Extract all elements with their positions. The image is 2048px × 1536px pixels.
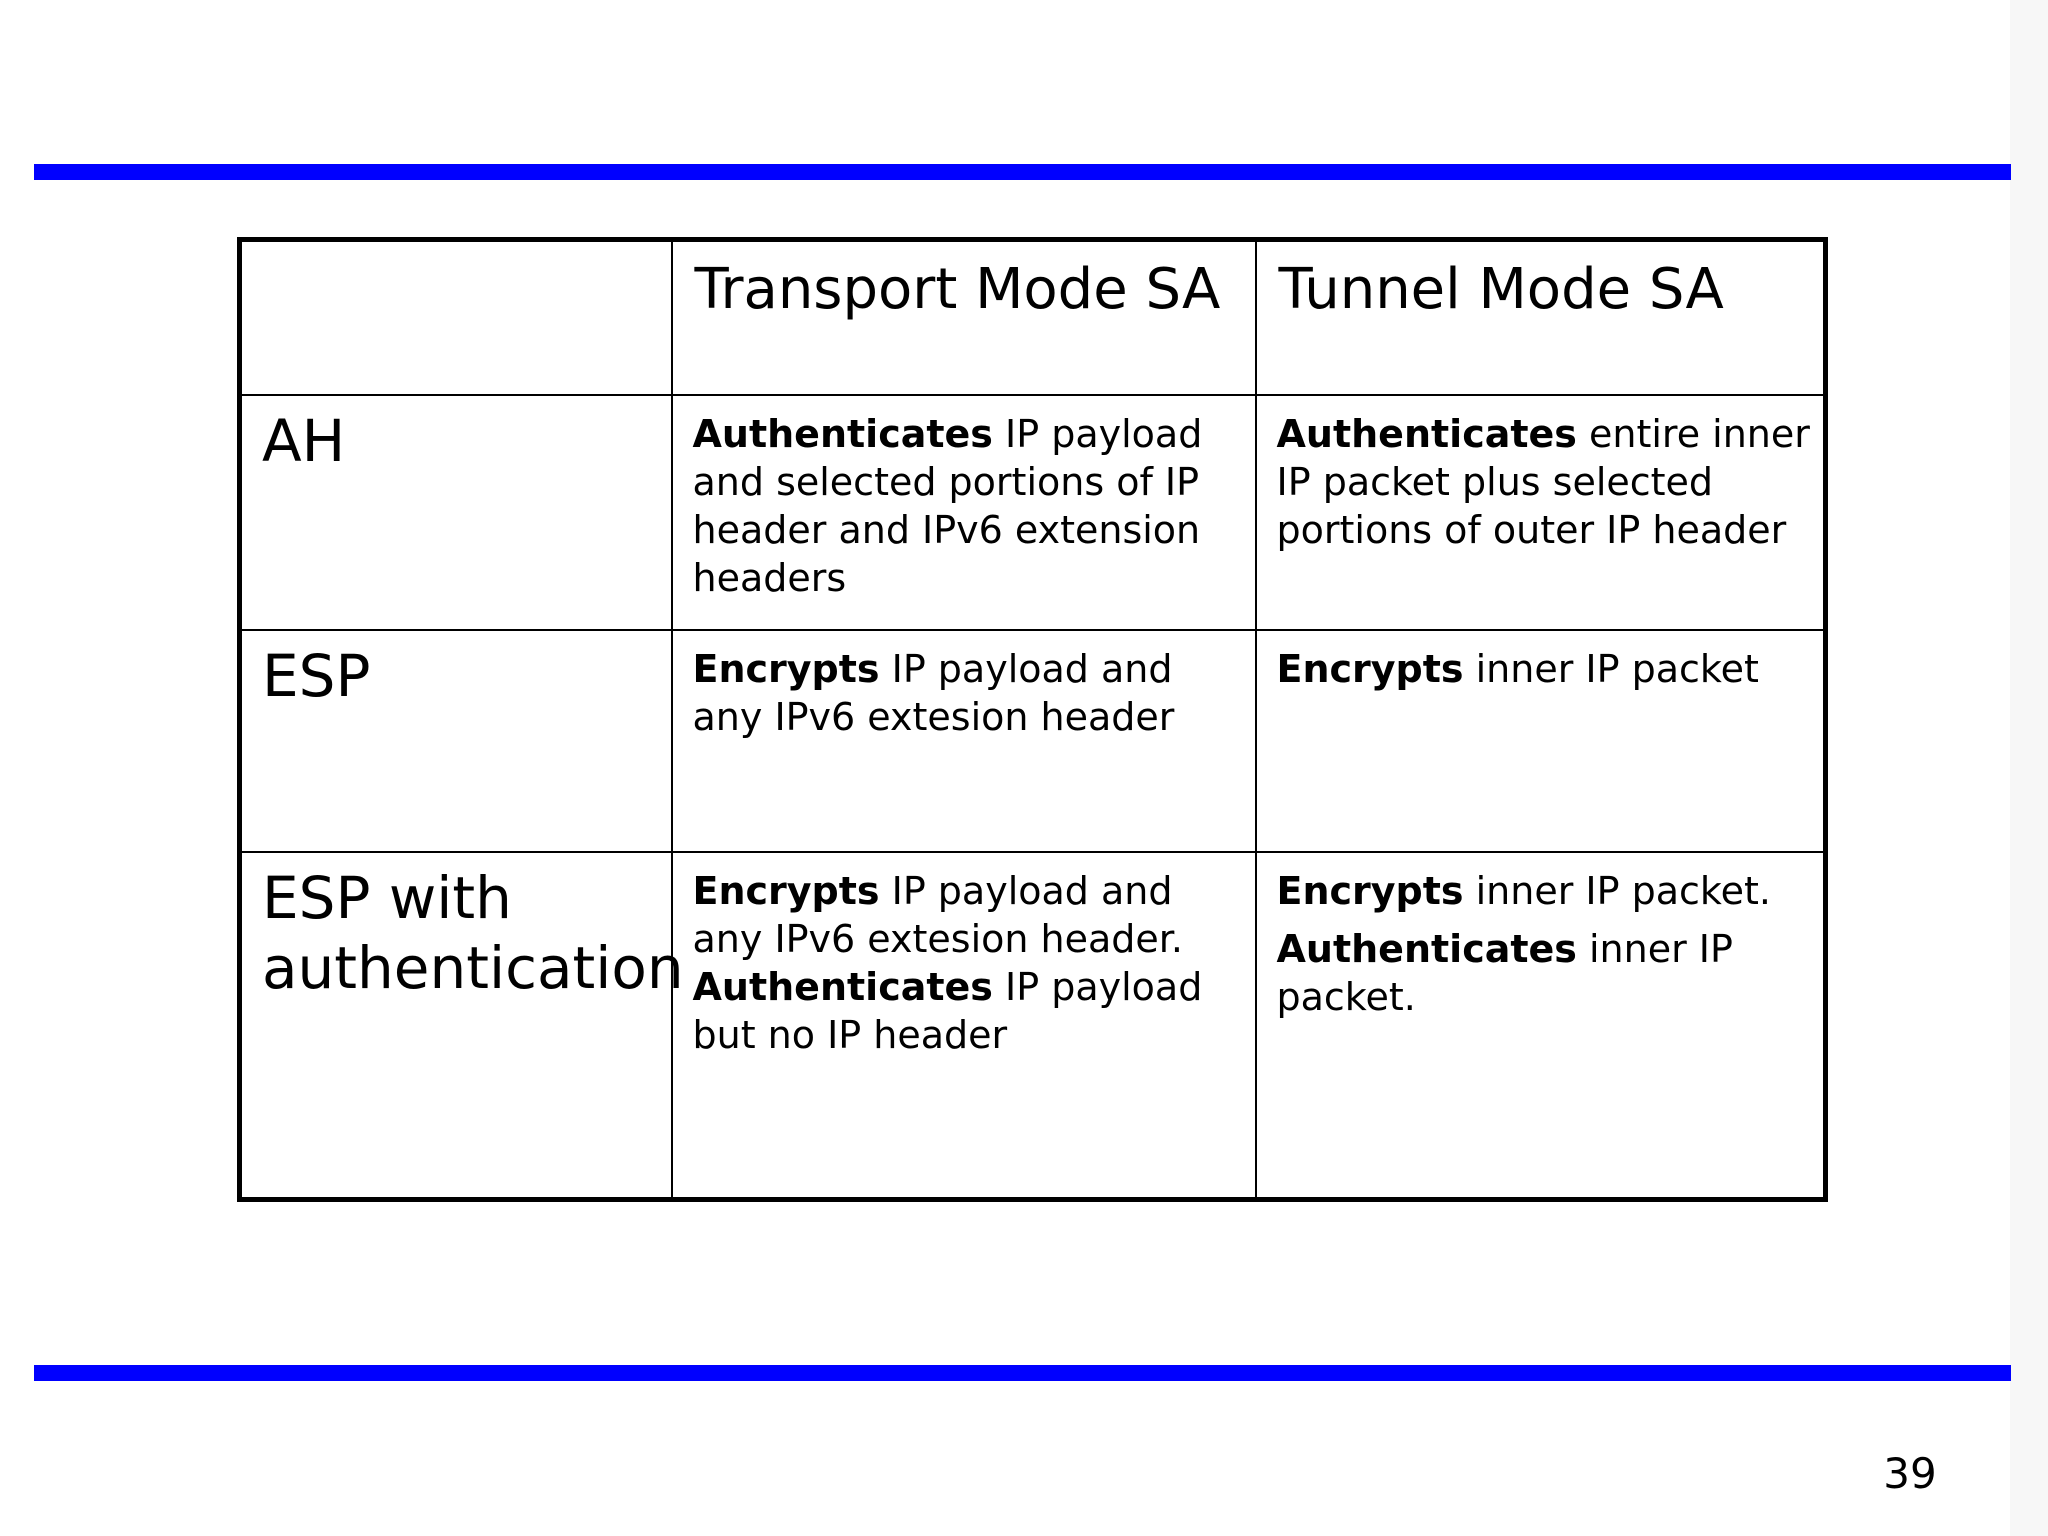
cell-esp-tunnel [1256, 630, 1826, 852]
row-label-esp-with-authentication: ESP with authentication [262, 863, 684, 1002]
header-cell-empty [240, 240, 672, 395]
cell-esp-auth-tunnel [1256, 852, 1826, 1200]
bottom-blue-rule [34, 1365, 2011, 1381]
cell-esp-transport [672, 630, 1256, 852]
page-number: 39 [1883, 1449, 1937, 1498]
cell-ah-tunnel [1256, 395, 1826, 630]
cell-paragraph: Authenticates IP payload but no IP header [692, 964, 1203, 1057]
cell-esp-auth-transport [672, 852, 1256, 1200]
row-label-cell [240, 395, 672, 630]
header-tunnel-mode-sa: Tunnel Mode SA [1278, 257, 1724, 322]
right-margin-shade [2010, 0, 2048, 1536]
cell-paragraph: Authenticates entire inner IP packet plus selected portions of outer IP header [1276, 411, 1810, 552]
row-label-esp: ESP [262, 641, 371, 710]
cell-paragraph: Authenticates IP payload and selected portions of IP header and IPv6 extension headers [692, 411, 1203, 600]
cell-paragraph: Encrypts IP payload and any IPv6 extesion header. [692, 868, 1184, 961]
header-transport-mode-sa: Transport Mode SA [694, 257, 1221, 322]
row-label-cell [240, 630, 672, 852]
header-cell-transport-mode [672, 240, 1256, 395]
cell-paragraph: Authenticates inner IP packet. [1276, 926, 1733, 1019]
cell-paragraph: Encrypts inner IP packet. [1276, 868, 1771, 913]
row-label-ah: AH [262, 406, 346, 475]
cell-paragraph: Encrypts inner IP packet [1276, 646, 1759, 691]
cell-paragraph: Encrypts IP payload and any IPv6 extesion header [692, 646, 1175, 739]
table-row-esp [240, 630, 1826, 852]
row-label-cell [240, 852, 684, 1200]
top-blue-rule [34, 164, 2011, 180]
cell-ah-transport [672, 395, 1256, 630]
header-cell-tunnel-mode [1256, 240, 1826, 395]
table-row-esp-with-authentication [240, 852, 1826, 1200]
sa-comparison-table [237, 237, 1828, 1202]
table-header-row [240, 240, 1826, 395]
table-row-ah [240, 395, 1826, 630]
